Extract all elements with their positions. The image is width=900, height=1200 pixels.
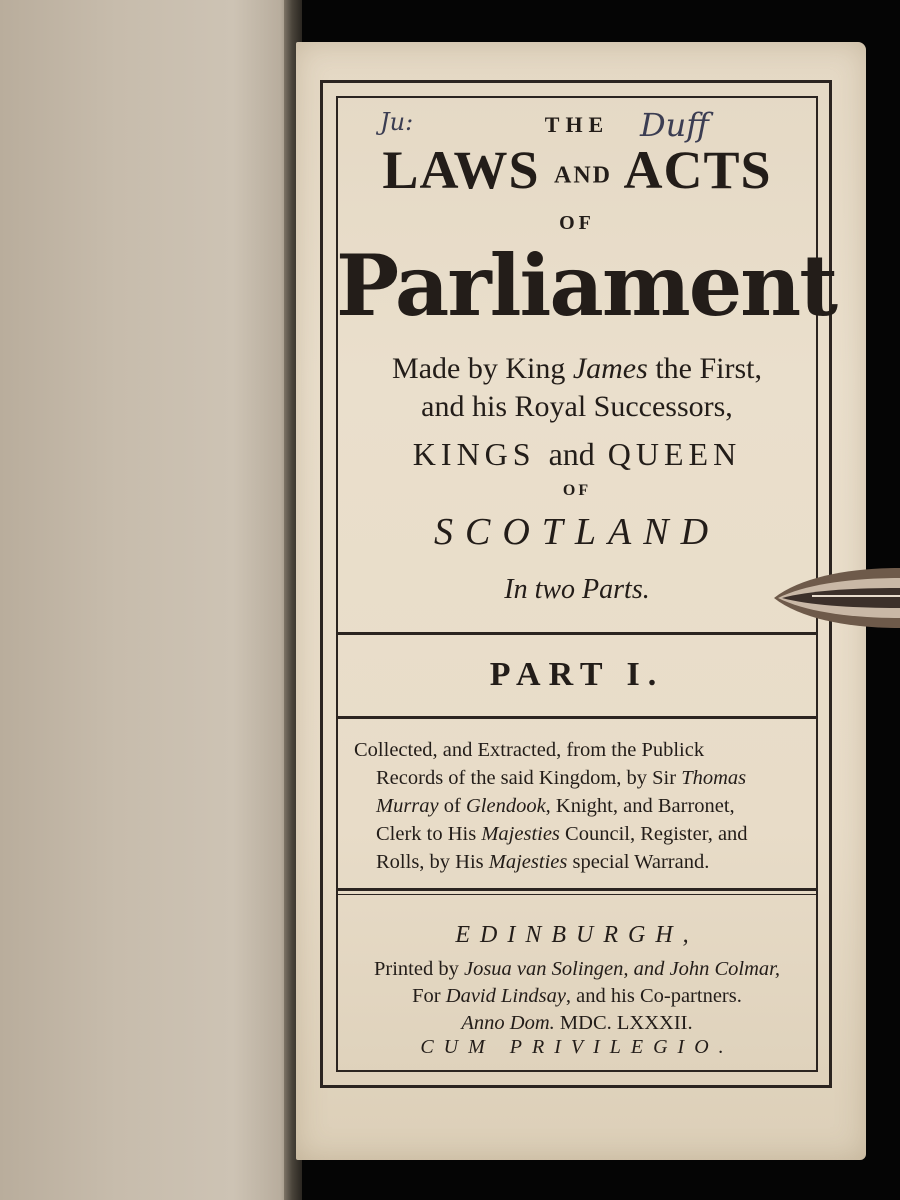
imprint-line-3-pre: Anno Dom. [461, 1012, 555, 1034]
pen-nib-icon [772, 562, 900, 634]
made-line-1-name: James [572, 352, 648, 385]
collected-paragraph [354, 736, 802, 876]
title-laws: LAWS [382, 140, 540, 200]
collected-line-3-post: , Knight, and Barronet, [545, 795, 735, 817]
collected-line-3-mid: of [438, 795, 466, 817]
in-two-parts: In two Parts. [504, 574, 650, 605]
divider-rule-4 [338, 894, 816, 895]
collected-line-1: Collected, and Extracted, from the Publick [354, 739, 705, 761]
collected-line-3 [354, 792, 802, 820]
collected-line-3-name: Murray [376, 795, 439, 817]
collected-line-5-post: special Warrand. [567, 851, 710, 873]
imprint-line-3 [336, 1010, 818, 1037]
imprint-line-2-name: David Lindsay [445, 985, 566, 1007]
queen-word: QUEEN [607, 436, 742, 472]
title-laws-and-acts [336, 140, 818, 206]
collected-line-4-pre: Clerk to His [376, 823, 482, 845]
handwriting-right: Duff [640, 106, 709, 144]
kings-and-word: and [548, 436, 595, 472]
collected-line-5-name: Majesties [488, 851, 568, 873]
imprint-line-3-year: MDC. LXXXII. [554, 1012, 693, 1034]
collected-line-5-pre: Rolls, by His [376, 851, 489, 873]
kings-word: KINGS [412, 436, 536, 472]
handwriting-left: Ju: [380, 108, 414, 136]
imprint-block [336, 956, 818, 1037]
of-word-2: OF [562, 482, 592, 499]
divider-rule-1 [338, 632, 816, 635]
collected-line-4-name: Majesties [481, 823, 560, 845]
collected-line-4 [354, 820, 802, 848]
part-label: PART I. [489, 656, 665, 693]
imprint-line-1-pre: Printed by [374, 958, 464, 980]
made-line-1-pre: Made by King [392, 352, 573, 385]
title-the: THE [544, 112, 610, 137]
made-line-1 [336, 350, 818, 388]
collected-line-2-name: Thomas [681, 767, 747, 789]
imprint-line-1 [336, 956, 818, 983]
collected-line-3-place: Glendook [465, 795, 546, 817]
made-line-1-post: the First, [647, 352, 762, 385]
collected-line-5 [354, 848, 802, 876]
left-page [0, 0, 292, 1200]
imprint-line-2-post: , and his Co-partners. [565, 985, 742, 1007]
made-line-2: and his Royal Successors, [421, 390, 733, 423]
imprint-line-2-pre: For [412, 985, 446, 1007]
cum-privilegio: CUM PRIVILEGIO. [420, 1036, 734, 1058]
kings-and-queen [336, 436, 818, 473]
title-and: AND [553, 162, 612, 189]
divider-rule-3 [338, 888, 816, 891]
collected-line-2-pre: Records of the said Kingdom, by Sir [376, 767, 682, 789]
imprint-line-1-names: Josua van Solingen, and John Colmar, [463, 958, 780, 980]
scotland-word: SCOTLAND [433, 511, 721, 553]
title-of: OF [559, 212, 595, 234]
made-by-block [336, 350, 818, 426]
title-parliament: Parliament [336, 236, 837, 335]
title-acts: ACTS [623, 140, 772, 200]
collected-line-4-post: Council, Register, and [559, 823, 748, 845]
collected-line-2 [354, 764, 802, 792]
imprint-line-2 [336, 983, 818, 1010]
imprint-city: EDINBURGH, [455, 922, 699, 948]
divider-rule-2 [338, 716, 816, 719]
